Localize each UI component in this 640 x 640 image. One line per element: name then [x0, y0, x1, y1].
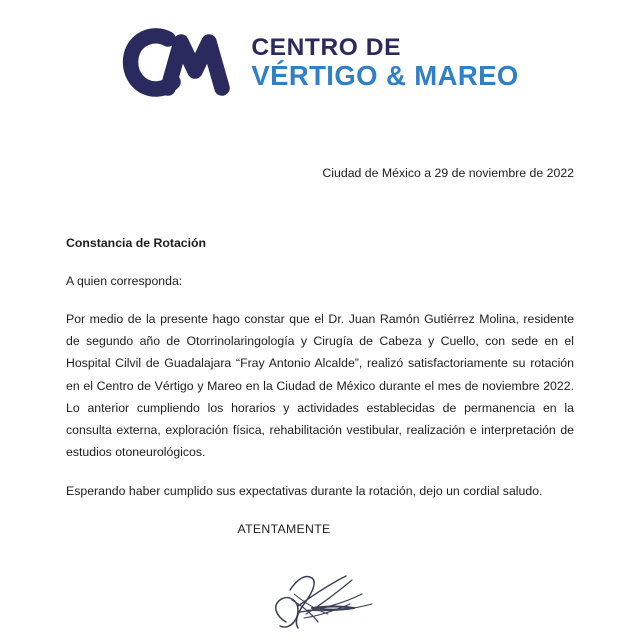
signoff-label: ATENTAMENTE [237, 522, 331, 537]
logo-wordmark [251, 35, 518, 92]
signature-block [246, 560, 426, 640]
body-paragraph: Por medio de la presente hago constar que el Dr. Juan Ramón Gutiérrez Molina, residente de segundo año de Otorrinolaringología y Cirugía de Cabeza y Cuello, con sede en el Hospital Cilvil de Guadalajara “Fray Antonio Alcalde”, realizó satisfactoriamente su rotación en el Centro de Vértigo y Mareo en la Ciudad de México durante el mes de noviembre 2022. Lo anterior cumpliendo los horarios y actividades establecidas de permanencia en la consulta externa, exploración física, rehabilitación vestibular, realización e interpretación de estudios otoneurológicos. [66, 312, 574, 459]
closing-paragraph: Esperando haber cumplido sus expectativas durante la rotación, dejo un cordial saludo. [66, 483, 543, 498]
clinic-logo [121, 22, 518, 106]
handwritten-signature-icon [246, 560, 426, 640]
letter-body [66, 160, 574, 540]
letterhead [0, 22, 640, 106]
date-line: Ciudad de México a 29 de noviembre de 2022 [322, 166, 574, 180]
cm-monogram-icon [121, 22, 247, 106]
logo-line-vertigo-mareo: VÉRTIGO & MAREO [251, 60, 519, 92]
salutation: A quien corresponda: [66, 274, 183, 289]
page-title: Constancia de Rotación [66, 236, 207, 251]
logo-line-centro-de: CENTRO DE [251, 34, 402, 62]
